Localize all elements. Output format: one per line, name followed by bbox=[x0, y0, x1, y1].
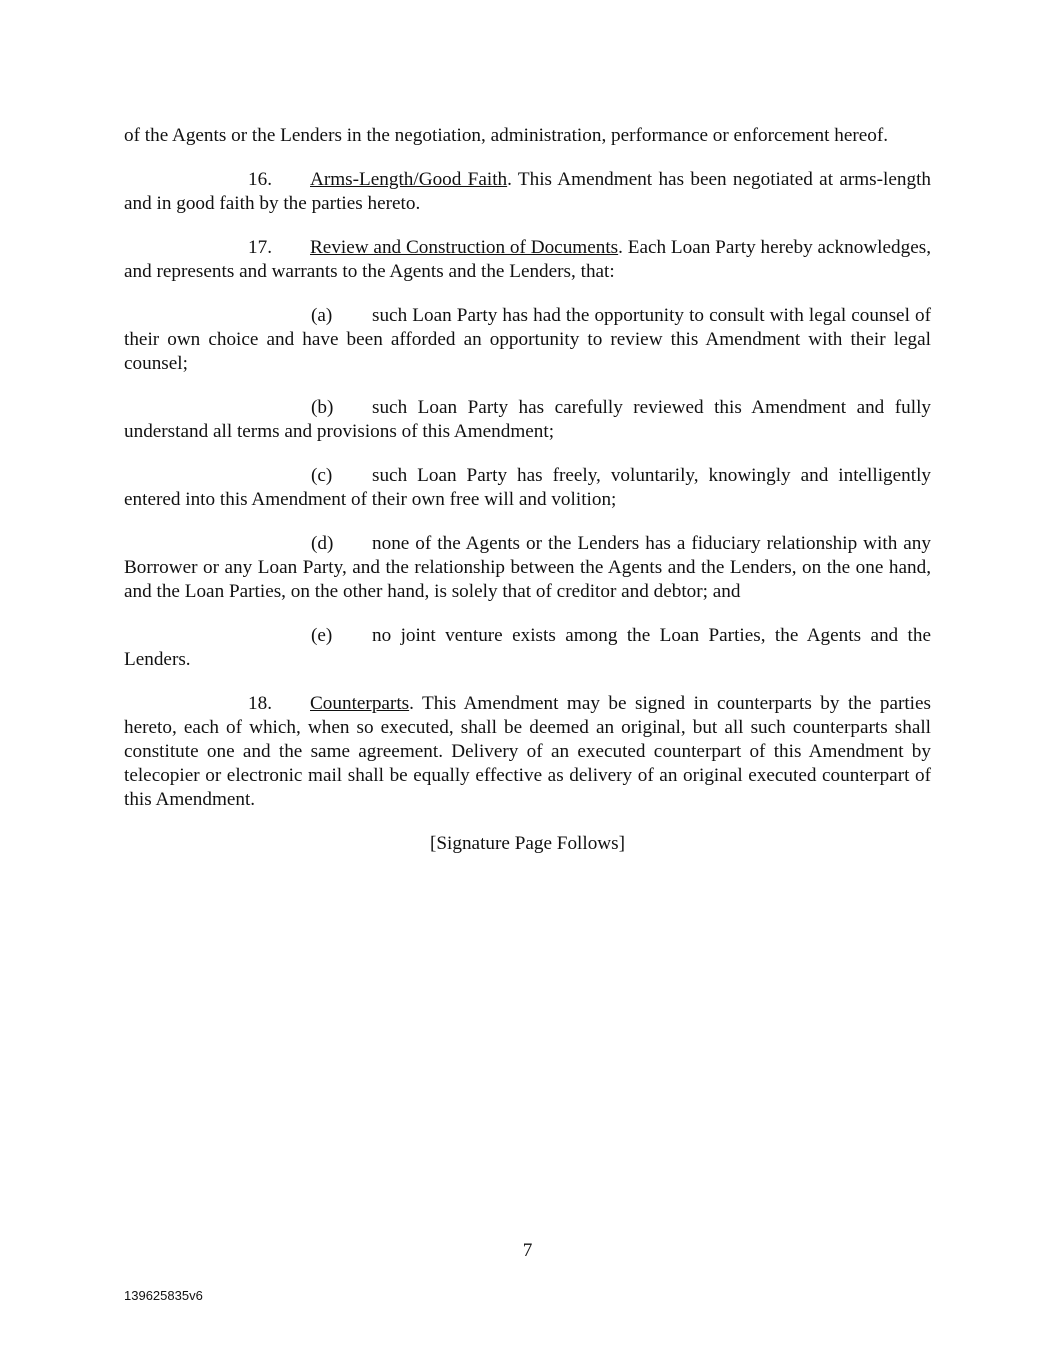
continuation-text: of the Agents or the Lenders in the negotiation, administration, performance or enforcement hereof. bbox=[124, 125, 889, 146]
item-b-text: such Loan Party has carefully reviewed this Amendment and fully understand all terms and provisions of this Amendment; bbox=[124, 397, 931, 442]
item-c-label: (c) bbox=[311, 465, 333, 486]
item-e-label: (e) bbox=[311, 625, 333, 646]
page-number: 7 bbox=[522, 1240, 533, 1261]
document-body bbox=[124, 124, 931, 856]
section-17-number: 17. bbox=[248, 237, 272, 258]
section-18-text: . This Amendment may be signed in counterparts by the parties hereto, each of which, when so executed, shall be deemed an original, but all such counterparts shall constitute one and the same agreement. Delivery of an executed counterpart of this Amendment by telecopier or electronic mail shall be equally effective as delivery of an original executed counterpart of this Amendment. bbox=[124, 693, 931, 810]
document-id: 139625835v6 bbox=[124, 1288, 203, 1303]
item-c-text: such Loan Party has freely, voluntarily, knowingly and intelligently entered into this Amendment of their own free will and volition; bbox=[124, 465, 931, 510]
item-e-text: no joint venture exists among the Loan Parties, the Agents and the Lenders. bbox=[124, 625, 931, 670]
item-b-label: (b) bbox=[311, 397, 334, 418]
continuation-paragraph bbox=[124, 124, 931, 148]
section-16-heading: Arms-Length/Good Faith bbox=[310, 169, 508, 190]
section-16-number: 16. bbox=[248, 169, 272, 190]
item-d-text: none of the Agents or the Lenders has a fiduciary relationship with any Borrower or any Loan Party, and the relationship between the Agents and the Lenders, on the one hand, and the Loan Parties, on the other hand, is solely that of creditor and debtor; and bbox=[124, 533, 931, 602]
section-17 bbox=[124, 236, 931, 284]
section-17-heading: Review and Construction of Documents bbox=[310, 237, 619, 258]
item-a-text: such Loan Party has had the opportunity to consult with legal counsel of their own choice and have been afforded an opportunity to review this Amendment with their legal counsel; bbox=[124, 305, 931, 374]
section-17-item-c bbox=[124, 464, 931, 512]
section-17-text: . Each Loan Party hereby acknowledges, and represents and warrants to the Agents and the Lenders, that: bbox=[124, 237, 931, 282]
section-16-text: . This Amendment has been negotiated at arms-length and in good faith by the parties hereto. bbox=[124, 169, 931, 214]
section-17-item-b bbox=[124, 396, 931, 444]
section-18-number: 18. bbox=[248, 693, 272, 714]
section-18 bbox=[124, 692, 931, 812]
section-17-item-a bbox=[124, 304, 931, 376]
item-d-label: (d) bbox=[311, 533, 334, 554]
section-16 bbox=[124, 168, 931, 216]
section-17-item-e bbox=[124, 624, 931, 672]
section-17-item-d bbox=[124, 532, 931, 604]
item-a-label: (a) bbox=[311, 305, 333, 326]
signature-page-note: [Signature Page Follows] bbox=[429, 833, 626, 854]
section-18-heading: Counterparts bbox=[310, 693, 410, 714]
